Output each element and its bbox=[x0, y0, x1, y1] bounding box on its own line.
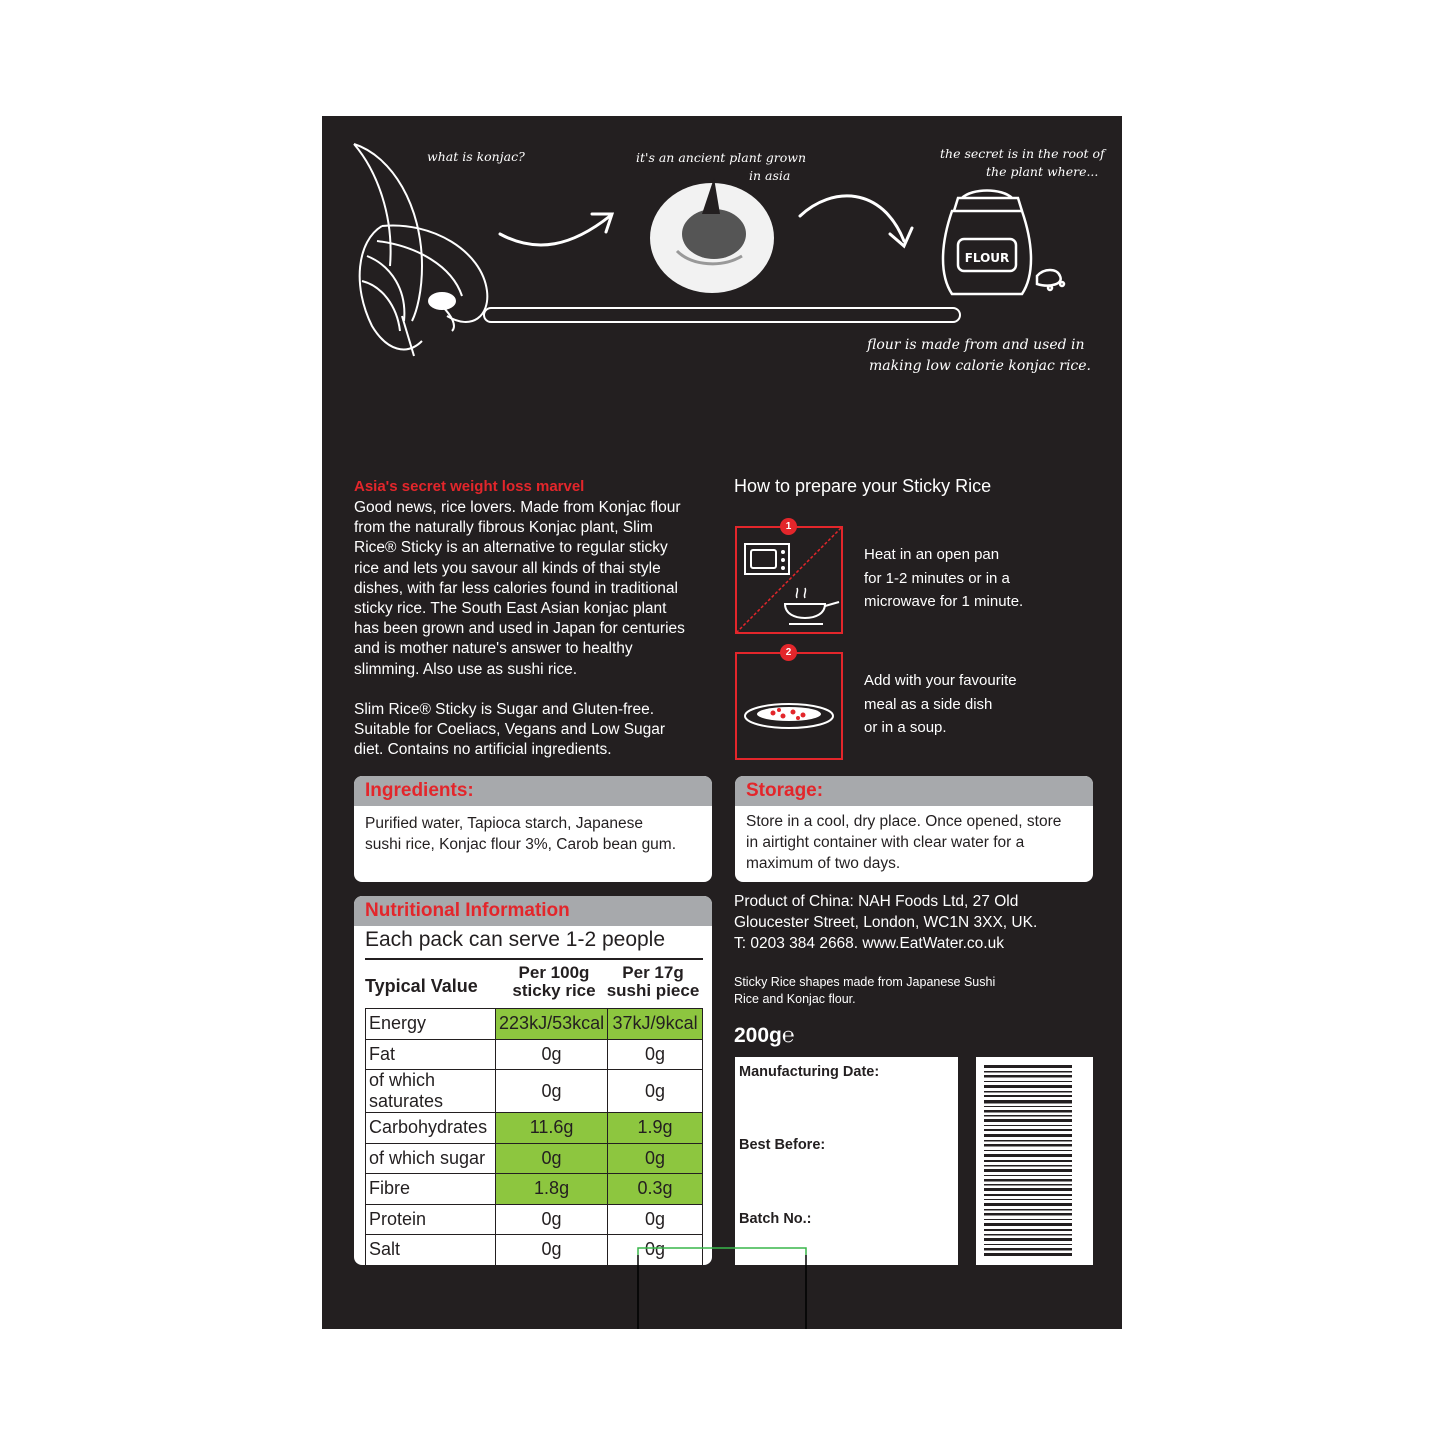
best-before-label: Best Before: bbox=[739, 1137, 826, 1153]
col2-header-line: sushi piece bbox=[606, 981, 700, 1000]
estimated-sign-icon: ℮ bbox=[781, 1024, 795, 1047]
storage-line: Store in a cool, dry place. Once opened, store bbox=[746, 813, 1062, 830]
nutrient-name: Carbohydrates bbox=[366, 1113, 496, 1144]
caption-secret-root-line1: the secret is in the root of bbox=[940, 146, 1105, 161]
caption-what-is-konjac: what is konjac? bbox=[427, 149, 525, 164]
manufacturing-date-label: Manufacturing Date: bbox=[739, 1064, 880, 1080]
nutrient-name: Energy bbox=[366, 1009, 496, 1040]
nutrition-title: Nutritional Information bbox=[354, 896, 712, 926]
nutrient-value-100g: 11.6g bbox=[496, 1113, 608, 1144]
intro-line: slimming. Also use as sushi rice. bbox=[354, 660, 578, 678]
shapes-line: Sticky Rice shapes made from Japanese Sushi bbox=[734, 975, 996, 989]
shapes-line: Rice and Konjac flour. bbox=[734, 992, 856, 1006]
nutrient-name: Fat bbox=[366, 1039, 496, 1070]
nutrient-value-piece: 0g bbox=[608, 1039, 703, 1070]
intro-line: rice and lets you savour all kinds of thai style bbox=[354, 559, 661, 577]
intro-line: has been grown and used in Japan for centuries bbox=[354, 620, 685, 638]
storage-title: Storage: bbox=[735, 776, 1093, 806]
step2-line: or in a soup. bbox=[864, 719, 947, 736]
nutrient-value-piece: 1.9g bbox=[608, 1113, 703, 1144]
batch-number-label: Batch No.: bbox=[739, 1211, 812, 1227]
intro-line: from the naturally fibrous Konjac plant, Slim bbox=[354, 519, 653, 537]
product-line: Product of China: NAH Foods Ltd, 27 Old bbox=[734, 893, 1019, 910]
ingredients-title: Ingredients: bbox=[354, 776, 712, 806]
nutrient-value-100g: 1.8g bbox=[496, 1174, 608, 1205]
nutrient-value-piece: 0g bbox=[608, 1070, 703, 1113]
nutrition-col-label: Typical Value bbox=[365, 976, 478, 996]
step1-number: 1 bbox=[780, 518, 797, 535]
nutrient-value-100g: 0g bbox=[496, 1070, 608, 1113]
nutrient-value-100g: 0g bbox=[496, 1143, 608, 1174]
nutrient-value-100g: 223kJ/53kcal bbox=[496, 1009, 608, 1040]
intro-line: and is mother nature's answer to healthy bbox=[354, 640, 633, 658]
intro-line: sticky rice. The South East Asian konjac plant bbox=[354, 600, 667, 618]
intro-line: Suitable for Coeliacs, Vegans and Low Sugar bbox=[354, 721, 666, 739]
nutrient-name: of which sugar bbox=[366, 1143, 496, 1174]
caption-flour-line2: making low calorie konjac rice. bbox=[869, 358, 1092, 374]
flour-word: FLOUR bbox=[964, 251, 1010, 265]
step2-number: 2 bbox=[780, 644, 797, 661]
intro-line: diet. Contains no artificial ingredients. bbox=[354, 741, 612, 759]
step2-line: Add with your favourite bbox=[864, 672, 1017, 689]
nutrient-name: Protein bbox=[366, 1204, 496, 1235]
col1-header-line: sticky rice bbox=[512, 981, 596, 1000]
intro-line: dishes, with far less calories found in traditional bbox=[354, 579, 678, 597]
intro-line: Slim Rice® Sticky is Sugar and Gluten-free. bbox=[354, 700, 655, 718]
storage-line: maximum of two days. bbox=[746, 855, 901, 872]
nutrient-value-piece: 37kJ/9kcal bbox=[608, 1009, 703, 1040]
step1-line: microwave for 1 minute. bbox=[864, 593, 1024, 610]
nutrient-name: of which saturates bbox=[366, 1070, 496, 1113]
caption-secret-root-line2: the plant where... bbox=[986, 164, 1099, 179]
ingredients-line: Purified water, Tapioca starch, Japanese bbox=[365, 815, 644, 832]
nutrient-value-piece: 0g bbox=[608, 1143, 703, 1174]
nutrient-value-100g: 0g bbox=[496, 1235, 608, 1266]
storage-line: in airtight container with clear water for a bbox=[746, 834, 1025, 851]
intro-line: Rice® Sticky is an alternative to regular sticky bbox=[354, 539, 668, 557]
caption-ancient-plant-line1: it's an ancient plant grown bbox=[636, 150, 807, 165]
nutrition-serves: Each pack can serve 1-2 people bbox=[365, 928, 666, 951]
nutrient-value-piece: 0.3g bbox=[608, 1174, 703, 1205]
ingredients-line: sushi rice, Konjac flour 3%, Carob bean gum. bbox=[365, 836, 677, 853]
intro-line: Good news, rice lovers. Made from Konjac flour bbox=[354, 499, 681, 516]
step1-line: Heat in an open pan bbox=[864, 546, 1000, 563]
col1-header-line: Per 100g bbox=[518, 963, 590, 982]
step1-line: for 1-2 minutes or in a bbox=[864, 569, 1010, 587]
product-line: Gloucester Street, London, WC1N 3XX, UK. bbox=[734, 914, 1038, 931]
caption-ancient-plant-line2: in asia bbox=[749, 168, 791, 183]
caption-flour-line1: flour is made from and used in bbox=[867, 337, 1085, 353]
nutrient-value-100g: 0g bbox=[496, 1039, 608, 1070]
product-line: T: 0203 384 2668. www.EatWater.co.uk bbox=[734, 935, 1004, 952]
nutrient-name: Salt bbox=[366, 1235, 496, 1266]
nutrient-value-100g: 0g bbox=[496, 1204, 608, 1235]
step2-line: meal as a side dish bbox=[864, 695, 993, 713]
col2-header-line: Per 17g bbox=[622, 963, 684, 982]
nutrient-value-piece: 0g bbox=[608, 1204, 703, 1235]
weight-value: 200g bbox=[734, 1024, 782, 1047]
nutrient-value-piece: 0g bbox=[608, 1235, 703, 1266]
nutrient-name: Fibre bbox=[366, 1174, 496, 1205]
intro-title: Asia's secret weight loss marvel bbox=[354, 478, 585, 495]
prepare-title: How to prepare your Sticky Rice bbox=[734, 476, 992, 496]
